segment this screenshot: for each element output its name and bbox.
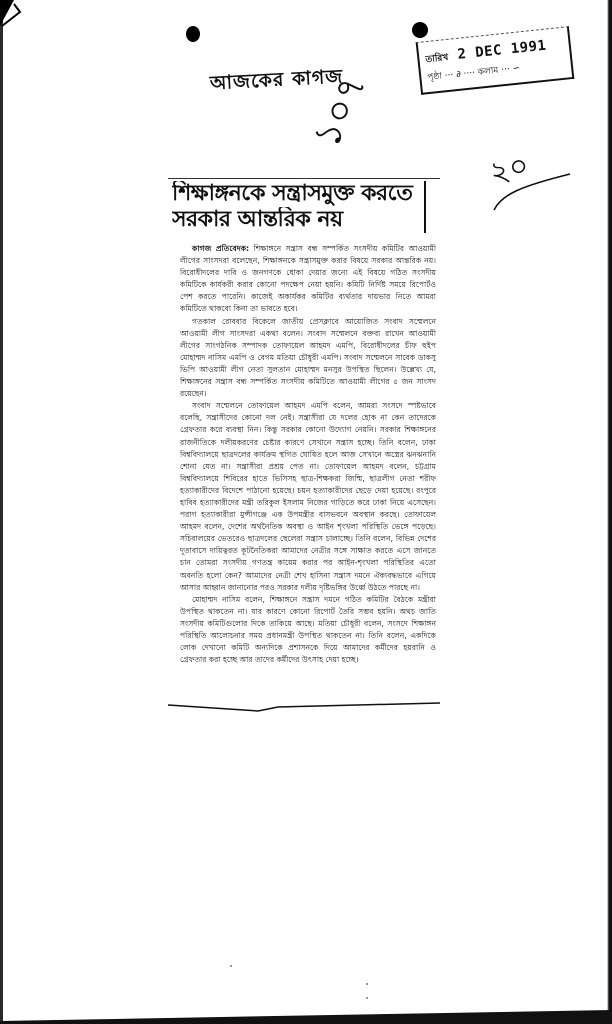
newspaper-source-label: আজকের কাগজ	[209, 65, 344, 95]
stamp-page-label: পৃষ্ঠা	[426, 71, 443, 84]
handwritten-number-1: ১০৭	[303, 67, 375, 154]
scan-border-bottom	[0, 1000, 612, 1024]
date-stamp: তারিখ 2 DEC 1991 পৃষ্ঠা ··· ∂ ···· কলাম ··· ∽	[416, 26, 575, 95]
article-paragraph: কাগজ প্রতিবেদক: শিক্ষাঙ্গনে সন্ত্রাস বন্ধ সম্পর্কিত সংসদীয় কমিটির আওয়ামী লীগের সাংসদরা বলেছেন, শিক্ষাঙ্গনকে সন্ত্রাসমুক্ত করার বিষয়ে সরকার আন্তরিক নয়। বিরোধীদলের দাবি ও জনগণকে ধোকা দেয়ার জন্যে এই বিষয়ে গঠিত সংসদীয় কমিটিকে কার্যকরী করার কোনো পদক্ষেপ নেয়া হয়নি। কমিটি নির্দিষ্ট সময়ে রিপোর্টও পেশ করতে পারেনি। কাজেই অকার্যকর কমিটির ব্যর্থতার দায়ভার নিতে আমরা কমিটিতে থাকবো কিনা তা ভাবতে হবে।	[180, 244, 436, 314]
stamp-date-value: 2 DEC 1991	[456, 37, 548, 63]
article-headline	[172, 181, 426, 233]
handwritten-number-2: ২০	[485, 147, 533, 192]
article-body	[168, 243, 440, 666]
clipping-cut-edge	[168, 701, 440, 715]
stamp-date-label: তারিখ	[425, 52, 449, 66]
article-paragraph: মোহাম্মদ নাসিম বলেন, শিক্ষাঙ্গনে সন্ত্রাস দমনে গঠিত কমিটির বৈঠকে মন্ত্রীরা উপস্থিত থাকতেন না। যার কারণে কোনো রিপোর্ট তৈরি সম্ভব হয়নি। অথচ জাতি সংসদীয় কমিটিগুলোর দিকে তাকিয়ে আছে। মতিয়া চৌধুরী বলেন, সংসদে শিক্ষাঙ্গন পরিস্থিতি আলোচনার সময় প্রধানমন্ত্রী উপস্থিত থাকতেন না। তিনি বলেন, একদিকে লোক দেখানো কমিটি অন্যদিকে প্রশাসনকে দিয়ে আমাদের কর্মীদের হয়রানি ও গ্রেফতার করা হচ্ছে আর তাদের কর্মীদের উৎসাহ দেয়া হচ্ছে।	[180, 594, 436, 665]
article-paragraph: গতকাল রোববার বিকেলে জাতীয় প্রেসক্লাবে আয়োজিত সংবাদ সম্মেলনে আওয়ামী লীগ সাংসদরা একথা বলেন। সংবাদ সম্মেলনে বক্তব্য রাখেন আওয়ামী লীগের সাংগঠনিক সম্পাদক তোফায়েল আহমদ এমপি, বিরোধীদলের চীফ হুইপ মোহাম্মদ নাসিম এমপি ও বেগম মতিয়া চৌধুরী এমপি। সংবাদ সম্মেলনে সাবেক ডাকসু ভিপি আওয়ামী লীগ নেতা সুলতান মোহাম্মদ মনসুর উপস্থিত ছিলেন। উল্লেখ্য যে, শিক্ষাঙ্গনের সন্ত্রাস বন্ধ সম্পর্কিত সংসদীয় কমিটিতে আওয়ামী লীগের ৫ জন সাংসদ রয়েছেন।	[180, 316, 436, 399]
article-paragraph: সংবাদ সম্মেলনে তোফায়েল আহমদ এমপি বলেন, আমরা সংসদে স্পষ্টভাবে বলেছি, সন্ত্রাসীদের কোনো দল নেই। সন্ত্রাসীরা যে দলের হোক না কেন তাদেরকে গ্রেফতার করে ব্যবস্থা নিন। কিন্তু সরকার কোনো উদ্যোগ নেয়নি। সরকার শিক্ষাঙ্গনের রাজনীতিকে দলীয়করণের চেষ্টার কারণে সেখানে সন্ত্রাস হচ্ছে। তিনি বলেন, ঢাকা বিশ্ববিদ্যালয়ে ছাত্রদলের কার্যক্রম স্থগিত ঘোষিত হলে আজ সেখানে অস্ত্রের ঝনঝনানি শোনা যেত না। সন্ত্রাসীরা প্রশ্রয় পেত না। তোফায়েল আহমদ বলেন, চট্টগ্রাম বিশ্ববিদ্যালয়ে শিবিরের হাতে ভিসিসহ ছাত্র-শিক্ষকরা জিম্মি, ছাত্রলীগ নেতা শরীফ হত্যাকারীদের বিদেশে পাঠানো হয়েছে। চয়ন হত্যাকারীদের ছেড়ে দেয়া হয়েছে। রংপুরে হাবিব হত্যাকারীদের মন্ত্রী তরিকুল ইসলাম নিজের গাড়িতে করে ঢাকা নিয়ে এসেছেন। পরাগ হত্যাকারীরা মুন্সীগঞ্জে এক উপমন্ত্রীর বাসভবনে অবস্থান করছে। তোফায়েল আহমদ বলেন, দেশের অর্থনৈতিক অবস্থা ও আইন শৃংখলা পরিস্থিতি ভেঙ্গে পড়েছে। সচিবালয়ের ভেতরেও ছাত্রদলের ছেলেরা সন্ত্রাস চালাচ্ছে। তিনি বলেন, বিভিন্ন দেশের দূতাবাসে দায়িত্বরত কূটনৈতিকরা আমাদের নেত্রীর সঙ্গে সাক্ষাত করতে এসে জানতে চান তোমরা সংসদীয় গণতন্ত্র কায়েম করার পর আইন-শৃংখলা পরিস্থিতির এতো অবনতি হলো কেন? আমাদের নেত্রী শেখ হাসিনা সন্ত্রাস দমনে ঐক্যবদ্ধভাবে এগিয়ে আসার আহ্বান জানানোর পরও সরকার দলীয় দৃষ্টিভঙ্গির উর্ধ্বে উঠতে পারছে না।	[180, 401, 436, 592]
headline-line-2: সরকার আন্তরিক নয়	[172, 207, 343, 232]
scan-speck	[366, 983, 368, 985]
scan-speck	[230, 965, 232, 967]
folded-corner-icon	[0, 0, 30, 30]
newspaper-clipping	[168, 178, 440, 707]
stamp-column-label: কলাম	[477, 65, 499, 78]
punch-hole-left	[186, 26, 200, 42]
article-byline: কাগজ প্রতিবেদক:	[192, 244, 250, 253]
headline-line-1: শিক্ষাঙ্গনকে সন্ত্রাসমুক্ত করতে	[172, 181, 413, 206]
scan-speck	[366, 997, 368, 999]
scan-border-left	[0, 0, 3, 1024]
punch-hole-right	[412, 22, 428, 38]
scan-border-right	[602, 0, 612, 1024]
handwritten-stroke	[492, 172, 572, 212]
